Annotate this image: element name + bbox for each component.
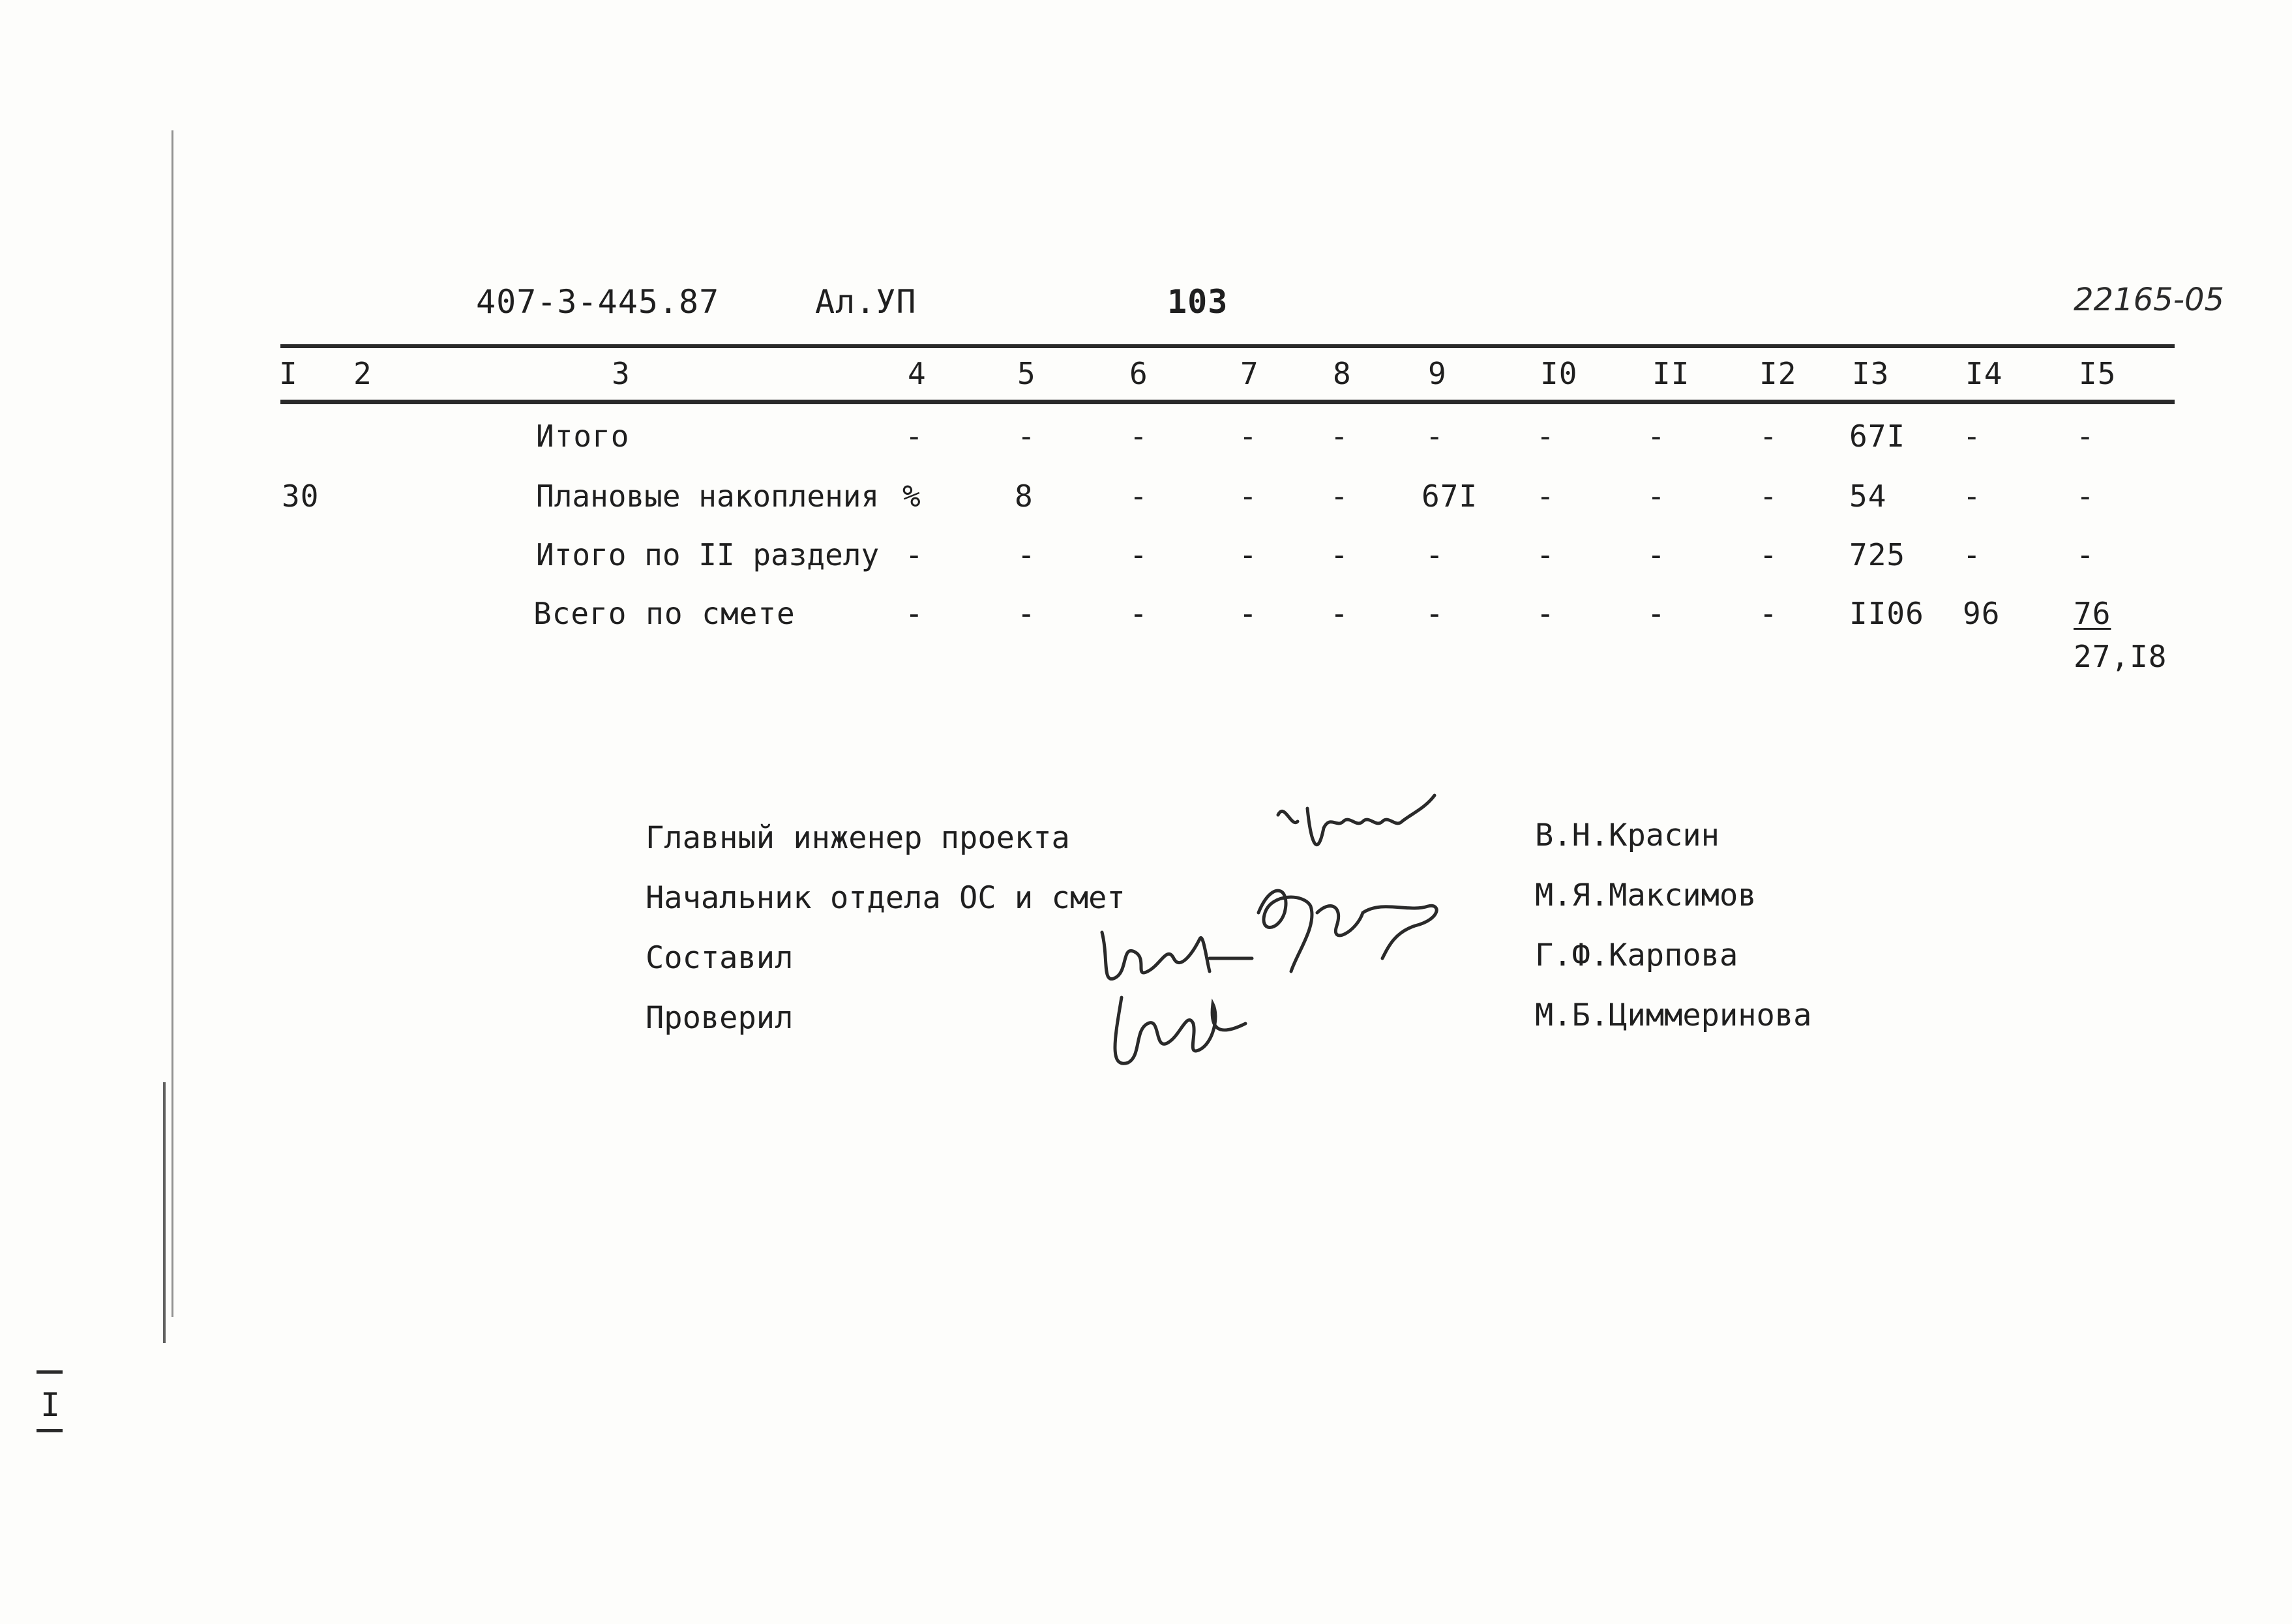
- cell-c15: -: [2076, 479, 2095, 514]
- cell-c4: -: [905, 537, 924, 572]
- cell-c7: -: [1239, 537, 1258, 572]
- cell-c11: -: [1647, 419, 1666, 454]
- cell-c13: 67I: [1849, 419, 1906, 454]
- cell-c6: -: [1129, 479, 1148, 514]
- col-header: I5: [2079, 356, 2117, 391]
- col-header: 4: [908, 356, 927, 391]
- cell-c5: -: [1017, 596, 1036, 631]
- cell-c7: -: [1239, 419, 1258, 454]
- cell-c12: -: [1759, 537, 1778, 572]
- margin-line: [163, 1082, 166, 1343]
- signature-mark-2: [1232, 874, 1454, 991]
- table-top-rule: [280, 344, 2175, 348]
- cell-c4: -: [905, 419, 924, 454]
- cell-c4: %: [902, 479, 921, 514]
- signature-name: Г.Ф.Карпова: [1535, 937, 1738, 973]
- cell-c11: -: [1647, 479, 1666, 514]
- col-header: I4: [1965, 356, 2003, 391]
- signature-name: В.Н.Красин: [1535, 818, 1719, 853]
- cell-c10: -: [1536, 419, 1555, 454]
- cell-c8: -: [1330, 537, 1349, 572]
- col-header: 9: [1428, 356, 1447, 391]
- cell-c15: -: [2076, 419, 2095, 454]
- cell-c10: -: [1536, 596, 1555, 631]
- cell-c8: -: [1330, 596, 1349, 631]
- col-header: 2: [353, 356, 372, 391]
- table-header-rule: [280, 400, 2175, 404]
- signature-role: Главный инженер проекта: [646, 820, 1070, 856]
- cell-c14: 96: [1963, 596, 2001, 631]
- col-header: 5: [1017, 356, 1036, 391]
- cell-c12: -: [1759, 479, 1778, 514]
- cell-c12: -: [1759, 419, 1778, 454]
- cell-c5: 8: [1015, 479, 1034, 514]
- cell-c8: -: [1330, 419, 1349, 454]
- signature-role: Составил: [646, 940, 794, 976]
- cell-c10: -: [1536, 479, 1555, 514]
- cell-c15: 76: [2074, 596, 2111, 631]
- cell-c15: -: [2076, 537, 2095, 572]
- margin-mark: I: [40, 1386, 61, 1424]
- cell-c7: -: [1239, 479, 1258, 514]
- col-header: 3: [612, 356, 631, 391]
- cell-c14: -: [1963, 479, 1982, 514]
- col-header: I3: [1852, 356, 1890, 391]
- signature-role: Начальник отдела ОС и смет: [646, 880, 1125, 916]
- signature-mark-4: [1102, 984, 1258, 1082]
- cell-c9: 67I: [1421, 479, 1478, 514]
- cell-c10: -: [1536, 537, 1555, 572]
- cell-c8: -: [1330, 479, 1349, 514]
- row-number: 30: [282, 479, 320, 514]
- cell-c11: -: [1647, 596, 1666, 631]
- row-name: Всего по смете: [533, 596, 796, 631]
- cell-c6: -: [1129, 537, 1148, 572]
- cell-c14: -: [1963, 419, 1982, 454]
- row-name: Итого по II разделу: [536, 537, 880, 572]
- margin-mark-rule: [37, 1370, 63, 1374]
- col-header: 8: [1333, 356, 1352, 391]
- cell-c6: -: [1129, 419, 1148, 454]
- signature-role: Проверил: [646, 1000, 794, 1036]
- signature-mark-1: [1272, 789, 1467, 874]
- cell-c13: 725: [1849, 537, 1906, 572]
- col-header: 6: [1129, 356, 1148, 391]
- page-number: 103: [1167, 283, 1228, 321]
- col-header: 7: [1240, 356, 1259, 391]
- sheet-label: Ал.УП: [815, 283, 917, 321]
- row-name: Плановые накопления: [536, 479, 880, 514]
- signature-name: М.Я.Максимов: [1535, 878, 1757, 913]
- cell-c9: -: [1425, 596, 1444, 631]
- col-header: I0: [1540, 356, 1578, 391]
- margin-mark-rule: [37, 1429, 63, 1432]
- col-header: I2: [1759, 356, 1797, 391]
- cell-c9: -: [1425, 419, 1444, 454]
- cell-c13: 54: [1849, 479, 1887, 514]
- cell-c15-extra: 27,I8: [2074, 639, 2167, 674]
- cell-c5: -: [1017, 419, 1036, 454]
- col-header: I: [279, 356, 298, 391]
- cell-c12: -: [1759, 596, 1778, 631]
- cell-c7: -: [1239, 596, 1258, 631]
- cell-c13: II06: [1849, 596, 1924, 631]
- cell-c6: -: [1129, 596, 1148, 631]
- archive-number: 22165-05: [2074, 282, 2225, 318]
- col-header: II: [1652, 356, 1690, 391]
- doc-code: 407-3-445.87: [476, 283, 720, 321]
- cell-c4: -: [905, 596, 924, 631]
- cell-c9: -: [1425, 537, 1444, 572]
- margin-line: [171, 130, 173, 1317]
- cell-c5: -: [1017, 537, 1036, 572]
- cell-c14: -: [1963, 537, 1982, 572]
- signature-name: М.Б.Циммеринова: [1535, 997, 1812, 1033]
- row-name: Итого: [536, 419, 630, 454]
- cell-c11: -: [1647, 537, 1666, 572]
